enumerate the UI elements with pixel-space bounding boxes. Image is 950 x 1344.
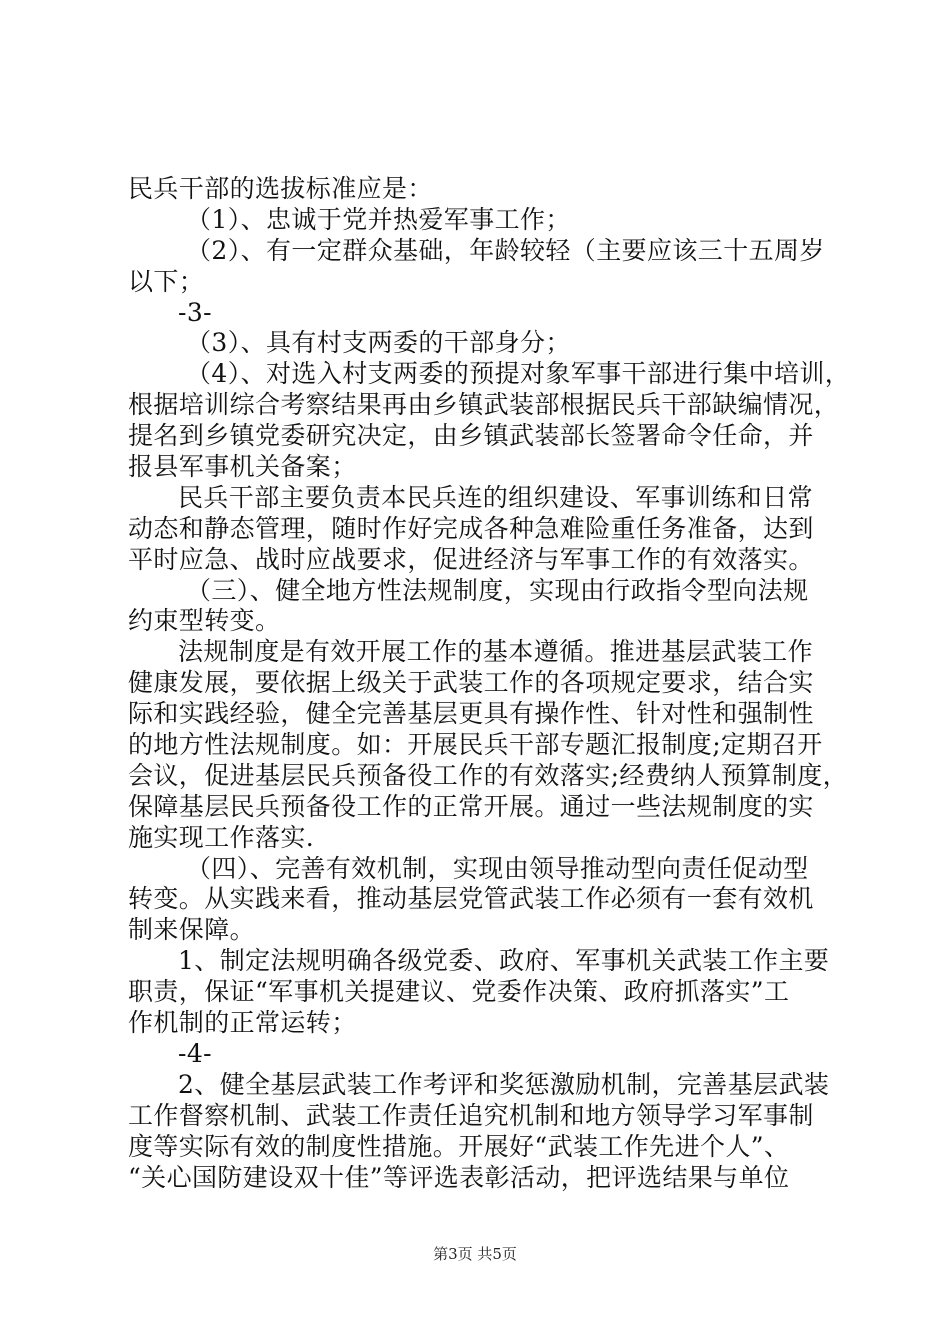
text-line: 平时应急、战时应战要求，促进经济与军事工作的有效落实。	[128, 544, 814, 574]
text-line: 度等实际有效的制度性措施。开展好“武装工作先进个人”、	[128, 1131, 790, 1161]
text-line: 法规制度是有效开展工作的基本遵循。推进基层武装工作	[178, 637, 814, 667]
text-line: （三）、健全地方性法规制度，实现由行政指令型向法规	[186, 575, 809, 605]
text-line: 作机制的正常运转；	[128, 1008, 357, 1038]
text-line: 民兵干部主要负责本民兵连的组织建设、军事训练和日常	[178, 482, 814, 512]
text-line: 的地方性法规制度。如：开展民兵干部专题汇报制度;定期召开	[128, 730, 823, 760]
document-body	[128, 174, 851, 1193]
text-line: -3-	[178, 297, 213, 327]
text-line: 约束型转变。	[128, 606, 281, 636]
text-line: 际和实践经验，健全完善基层更具有操作性、针对性和强制性	[128, 699, 814, 729]
text-line: 报县军事机关备案；	[128, 452, 357, 482]
text-line: （四）、完善有效机制，实现由领导推动型向责任促动型	[186, 853, 809, 883]
text-line: 会议，促进基层民兵预备役工作的有效落实;经费纳人预算制度，	[128, 760, 849, 790]
text-line: 保障基层民兵预备役工作的正常开展。通过一些法规制度的实	[128, 791, 814, 821]
text-line: 民兵干部的选拔标准应是：	[128, 174, 433, 203]
text-line: （3）、具有村支两委的干部身分；	[186, 328, 571, 358]
text-line: 提名到乡镇党委研究决定，由乡镇武装部长签署命令任命，并	[128, 421, 814, 451]
text-line: 动态和静态管理，随时作好完成各种急难险重任务准备，达到	[128, 513, 814, 543]
text-line: （2）、有一定群众基础，年龄较轻（主要应该三十五周岁	[186, 235, 825, 265]
text-line: 转变。从实践来看，推动基层党管武装工作必须有一套有效机	[128, 884, 814, 914]
text-line: -4-	[178, 1038, 213, 1068]
text-line: （4）、对选入村支两委的预提对象军事干部进行集中培训，	[186, 359, 851, 389]
text-line: （1）、忠诚于党并热爱军事工作；	[186, 204, 571, 234]
page-footer: 第3页 共5页	[433, 1245, 517, 1263]
text-line: 施实现工作落实.	[128, 822, 315, 852]
text-line: “关心国防建设双十佳”等评选表彰活动，把评选结果与单位	[128, 1162, 790, 1192]
text-line: 以下；	[128, 266, 205, 296]
text-line: 工作督察机制、武装工作责任追究机制和地方领导学习军事制	[128, 1100, 814, 1130]
text-line: 2、健全基层武装工作考评和奖惩激励机制，完善基层武装	[178, 1069, 830, 1099]
text-line: 制来保障。	[128, 915, 256, 945]
text-line: 1、制定法规明确各级党委、政府、军事机关武装工作主要	[178, 946, 830, 976]
text-line: 职责，保证“军事机关提建议、党委作决策、政府抓落实”工	[128, 977, 790, 1007]
text-line: 根据培训综合考察结果再由乡镇武装部根据民兵干部缺编情况，	[128, 390, 840, 420]
text-line: 健康发展，要依据上级关于武装工作的各项规定要求，结合实	[128, 668, 814, 698]
